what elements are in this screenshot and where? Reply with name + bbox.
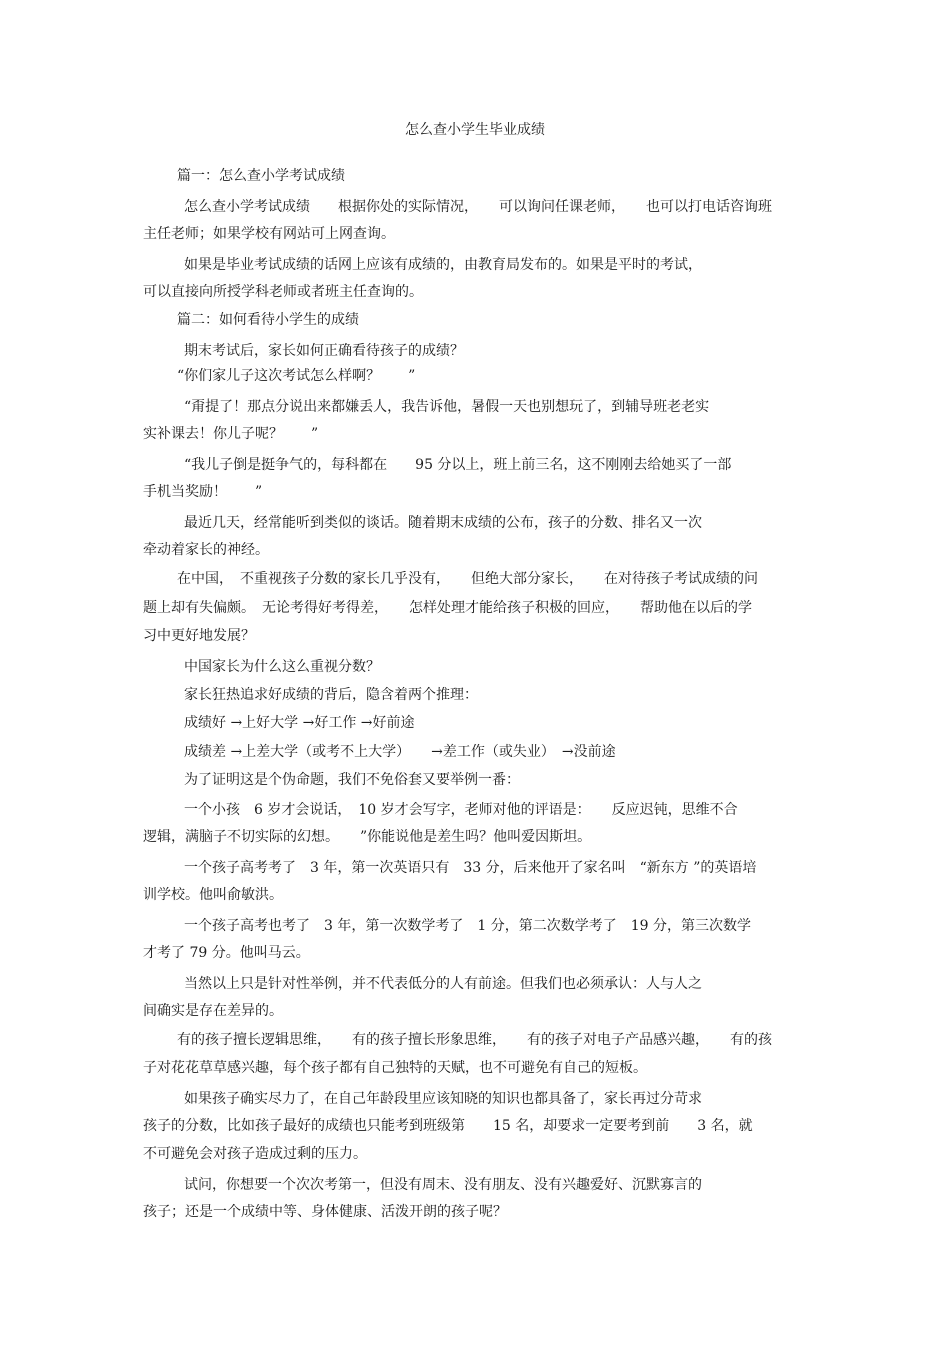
paragraph-line: 逻辑，满脑子不切实际的幻想。 ”你能说他是差生吗？他叫爱因斯坦。	[143, 829, 592, 845]
paragraph-line: 可以直接向所授学科老师或者班主任查询的。	[143, 284, 423, 300]
paragraph-line: 孩子；还是一个成绩中等、身体健康、活泼开朗的孩子呢？	[143, 1204, 507, 1220]
paragraph-line: 习中更好地发展？	[143, 628, 255, 644]
paragraph-line: 一个小孩 6 岁才会说话， 10 岁才会写字，老师对他的评语是： 反应迟钝，思维不合	[184, 802, 738, 818]
paragraph-line: 一个孩子高考也考了 3 年，第一次数学考了 1 分，第二次数学考了 19 分，第三次数学	[184, 918, 751, 934]
paragraph-line: 手机当奖励！ ”	[143, 484, 263, 500]
paragraph-line: 训学校。他叫俞敏洪。	[143, 887, 283, 903]
paragraph-line: 一个孩子高考考了 3 年，第一次英语只有 33 分，后来他开了家名叫 “新东方 ”的英语培	[184, 860, 757, 876]
paragraph-line: 间确实是存在差异的。	[143, 1003, 283, 1019]
paragraph-line: 家长狂热追求好成绩的背后，隐含着两个推理：	[184, 687, 478, 703]
paragraph-line: 有的孩子擅长逻辑思维， 有的孩子擅长形象思维， 有的孩子对电子产品感兴趣， 有的孩	[177, 1032, 772, 1048]
paragraph-line: “我儿子倒是挺争气的，每科都在 95 分以上，班上前三名，这不刚刚去给她买了一部	[184, 457, 732, 473]
paragraph-line: 试问，你想要一个次次考第一，但没有周末、没有朋友、没有兴趣爱好、沉默寡言的	[184, 1177, 702, 1193]
paragraph-line: 题上却有失偏颇。 无论考得好考得差， 怎样处理才能给孩子积极的回应， 帮助他在以后的学	[143, 600, 752, 616]
paragraph-line: 成绩好 →上好大学 →好工作 →好前途	[184, 715, 415, 731]
paragraph-line: 期末考试后，家长如何正确看待孩子的成绩？	[184, 343, 464, 359]
paragraph-line: 实补课去！你儿子呢？ ”	[143, 426, 319, 442]
paragraph-line: 主任老师；如果学校有网站可上网查询。	[143, 226, 395, 242]
paragraph-line: 怎么查小学考试成绩 根据你处的实际情况， 可以询问任课老师， 也可以打电话咨询班	[184, 199, 772, 215]
section-heading-1: 篇一：怎么查小学考试成绩	[177, 168, 345, 184]
paragraph-line: 孩子的分数，比如孩子最好的成绩也只能考到班级第 15 名，却要求一定要考到前 3 名，就	[143, 1118, 753, 1134]
paragraph-line: “你们家儿子这次考试怎么样啊？ ”	[177, 368, 416, 384]
paragraph-line: 子对花花草草感兴趣，每个孩子都有自己独特的天赋，也不可避免有自己的短板。	[143, 1060, 647, 1076]
paragraph-line: 当然以上只是针对性举例，并不代表低分的人有前途。但我们也必须承认：人与人之	[184, 976, 702, 992]
paragraph-line: “甭提了！那点分说出来都嫌丢人，我告诉他，暑假一天也别想玩了，到辅导班老老实	[184, 399, 710, 415]
paragraph-line: 中国家长为什么这么重视分数？	[184, 659, 380, 675]
paragraph-line: 最近几天，经常能听到类似的谈话。随着期末成绩的公布，孩子的分数、排名又一次	[184, 515, 702, 531]
paragraph-line: 如果是毕业考试成绩的话网上应该有成绩的，由教育局发布的。如果是平时的考试，	[184, 257, 702, 273]
paragraph-line: 不可避免会对孩子造成过剩的压力。	[143, 1146, 367, 1162]
paragraph-line: 才考了 79 分。他叫马云。	[143, 945, 310, 961]
paragraph-line: 为了证明这是个伪命题，我们不免俗套又要举例一番：	[184, 772, 520, 788]
section-heading-2: 篇二：如何看待小学生的成绩	[177, 312, 359, 328]
page-title: 怎么查小学生毕业成绩	[405, 122, 545, 138]
paragraph-line: 牵动着家长的神经。	[143, 542, 269, 558]
paragraph-line: 成绩差 →上差大学（或考不上大学） →差工作（或失业） →没前途	[184, 744, 616, 760]
paragraph-line: 在中国， 不重视孩子分数的家长几乎没有， 但绝大部分家长， 在对待孩子考试成绩的问	[177, 571, 758, 587]
paragraph-line: 如果孩子确实尽力了，在自己年龄段里应该知晓的知识也都具备了，家长再过分苛求	[184, 1091, 702, 1107]
